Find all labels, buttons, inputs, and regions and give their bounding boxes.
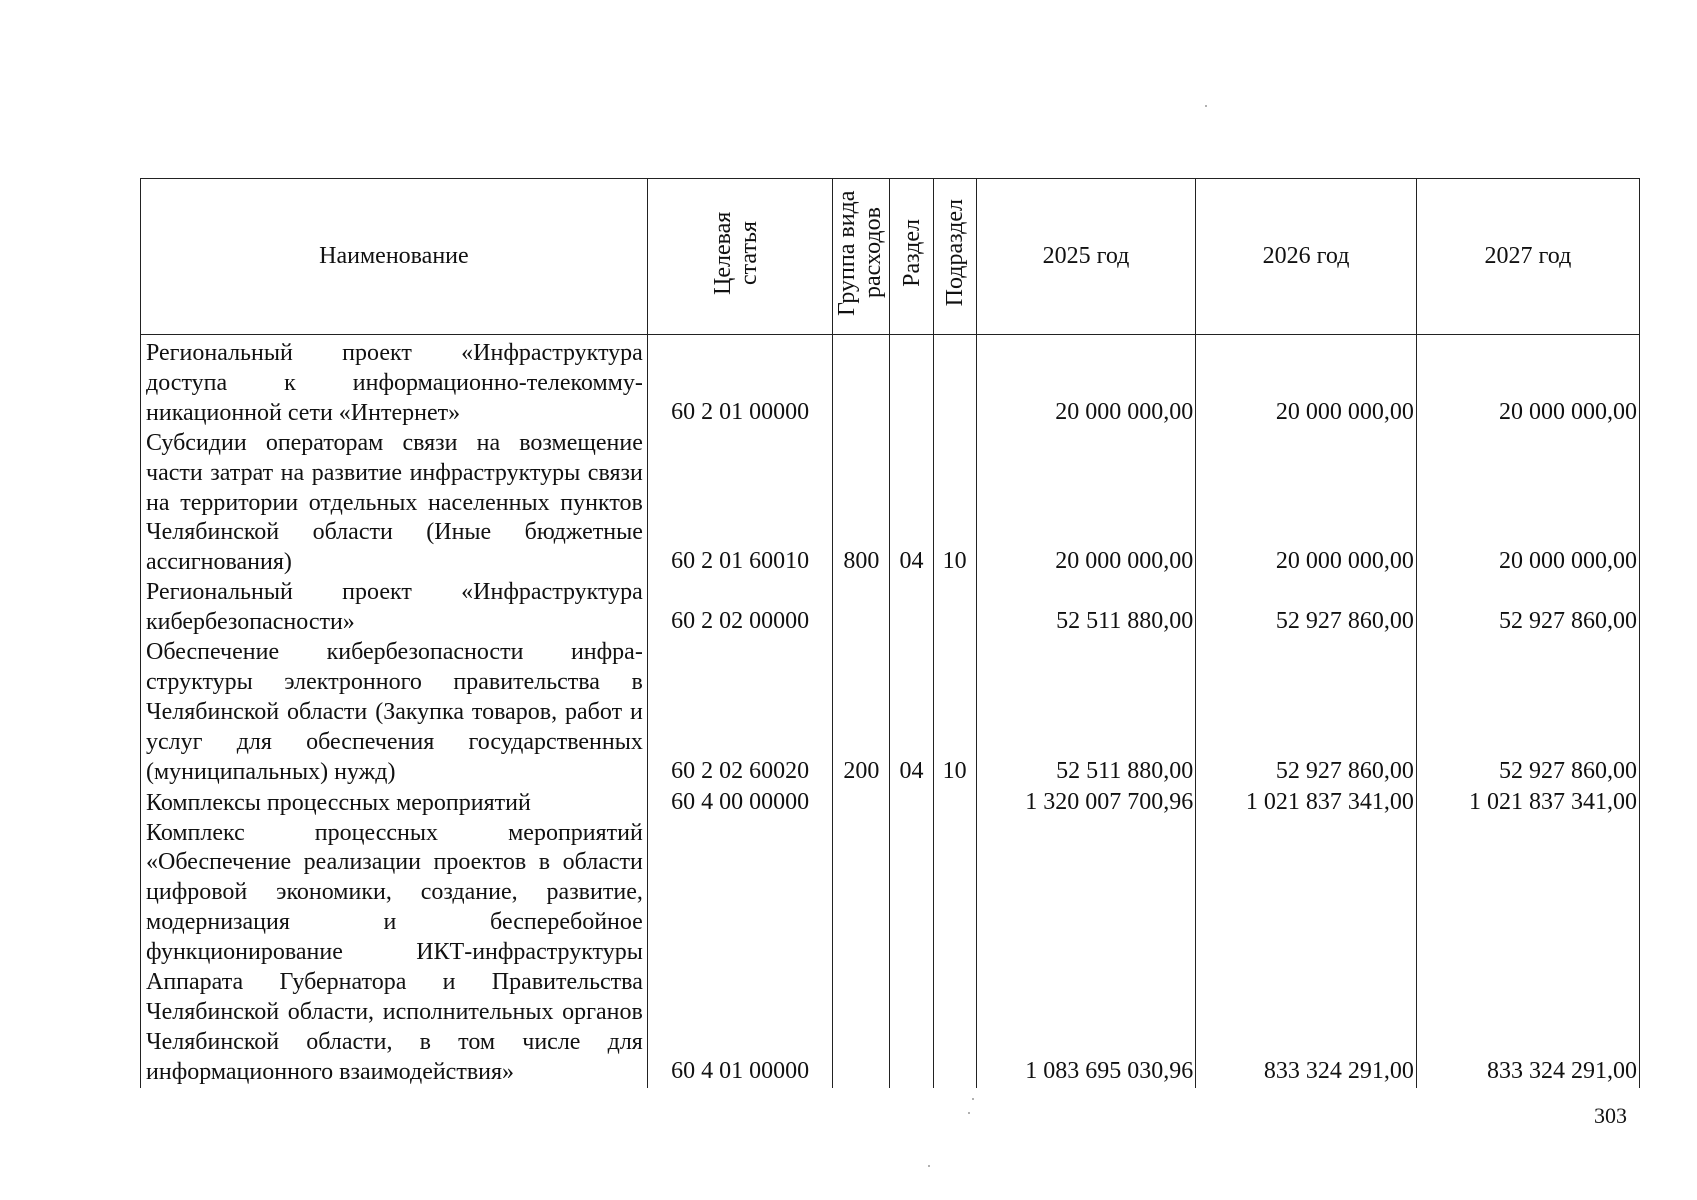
row-2027: 1 021 837 341,00: [1416, 788, 1639, 819]
row-group: [833, 578, 890, 638]
row-2025: 1 083 695 030,96: [976, 819, 1196, 1088]
row-2027: 52 927 860,00: [1416, 578, 1639, 638]
row-name: Региональный проект «Инфраструктура кибербезопасности»: [146, 579, 643, 636]
row-target: 60 2 01 00000: [647, 335, 832, 429]
budget-table: [141, 179, 1639, 1088]
row-target: 60 4 01 00000: [647, 819, 832, 1088]
budget-table-container: [140, 178, 1640, 1088]
row-2025: 20 000 000,00: [976, 429, 1196, 579]
row-2025: 52 511 880,00: [976, 578, 1196, 638]
row-section: 04: [890, 638, 933, 788]
row-2027: 833 324 291,00: [1416, 819, 1639, 1088]
header-2026: 2026 год: [1196, 179, 1417, 335]
row-2026: 20 000 000,00: [1196, 335, 1417, 429]
row-2025: 20 000 000,00: [976, 335, 1196, 429]
row-subsection: [933, 335, 976, 429]
table-header-row: [141, 179, 1639, 335]
row-group: 800: [833, 429, 890, 579]
scan-speck: [1205, 105, 1207, 107]
scan-speck: [928, 1165, 930, 1167]
page-number: 303: [1594, 1103, 1627, 1128]
table-row: [141, 788, 1639, 819]
row-target: 60 2 02 00000: [647, 578, 832, 638]
row-2026: 833 324 291,00: [1196, 819, 1417, 1088]
row-target: 60 4 00 00000: [647, 788, 832, 819]
row-group: 200: [833, 638, 890, 788]
row-2026: 1 021 837 341,00: [1196, 788, 1417, 819]
header-group: Группа вида расходов: [833, 179, 890, 335]
row-section: [890, 788, 933, 819]
header-2027: 2027 год: [1416, 179, 1639, 335]
row-subsection: [933, 819, 976, 1088]
table-row: [141, 335, 1639, 429]
row-2026: 52 927 860,00: [1196, 578, 1417, 638]
scan-speck: [972, 1098, 974, 1100]
row-section: [890, 335, 933, 429]
header-2025: 2025 год: [976, 179, 1196, 335]
row-2025: 52 511 880,00: [976, 638, 1196, 788]
header-subsection: Подраздел: [933, 179, 976, 335]
table-row: [141, 429, 1639, 579]
row-section: [890, 578, 933, 638]
row-subsection: 10: [933, 429, 976, 579]
row-name: Региональный проект «Инфраструктура доступа к информационно-телекоммуникационной сети «Интернет»: [146, 340, 643, 426]
scan-speck: [968, 1112, 970, 1114]
row-group: [833, 819, 890, 1088]
row-2027: 52 927 860,00: [1416, 638, 1639, 788]
header-section: Раздел: [890, 179, 933, 335]
row-group: [833, 335, 890, 429]
row-2026: 20 000 000,00: [1196, 429, 1417, 579]
row-name: Субсидии операторам связи на возмещение части затрат на развитие инфраструктуры связи на территории отдельных населенных пунктов Челябинской области (Иные бюджетные ассигнования): [146, 429, 643, 576]
row-2026: 52 927 860,00: [1196, 638, 1417, 788]
row-target: 60 2 01 60010: [647, 429, 832, 579]
row-name: Обеспечение кибербезопасности инфраструктуры электронного правительства в Челябинской области (Закупка товаров, работ и услуг для обеспечения государственных (муниципальных) нужд): [146, 639, 643, 785]
row-2025: 1 320 007 700,96: [976, 788, 1196, 819]
row-name: Комплексы процессных мероприятий: [146, 789, 531, 816]
row-subsection: [933, 578, 976, 638]
header-name: Наименование: [141, 179, 647, 335]
table-row: [141, 638, 1639, 788]
row-2027: 20 000 000,00: [1416, 429, 1639, 579]
table-row: [141, 578, 1639, 638]
row-2027: 20 000 000,00: [1416, 335, 1639, 429]
row-target: 60 2 02 60020: [647, 638, 832, 788]
row-section: 04: [890, 429, 933, 579]
table-row: [141, 819, 1639, 1088]
row-section: [890, 819, 933, 1088]
header-target: Целевая статья: [647, 179, 832, 335]
row-subsection: 10: [933, 638, 976, 788]
row-name: Комплекс процессных мероприятий «Обеспечение реализации проектов в области цифровой экономики, создание, развитие, модернизация и бесперебойное функционирование ИКТ-инфраструктуры Аппарата Губернатора и Правительства Челябинской области, исполнительных органов Челябинской области, в том числе для информационного взаимодействия»: [146, 819, 643, 1085]
row-group: [833, 788, 890, 819]
row-subsection: [933, 788, 976, 819]
